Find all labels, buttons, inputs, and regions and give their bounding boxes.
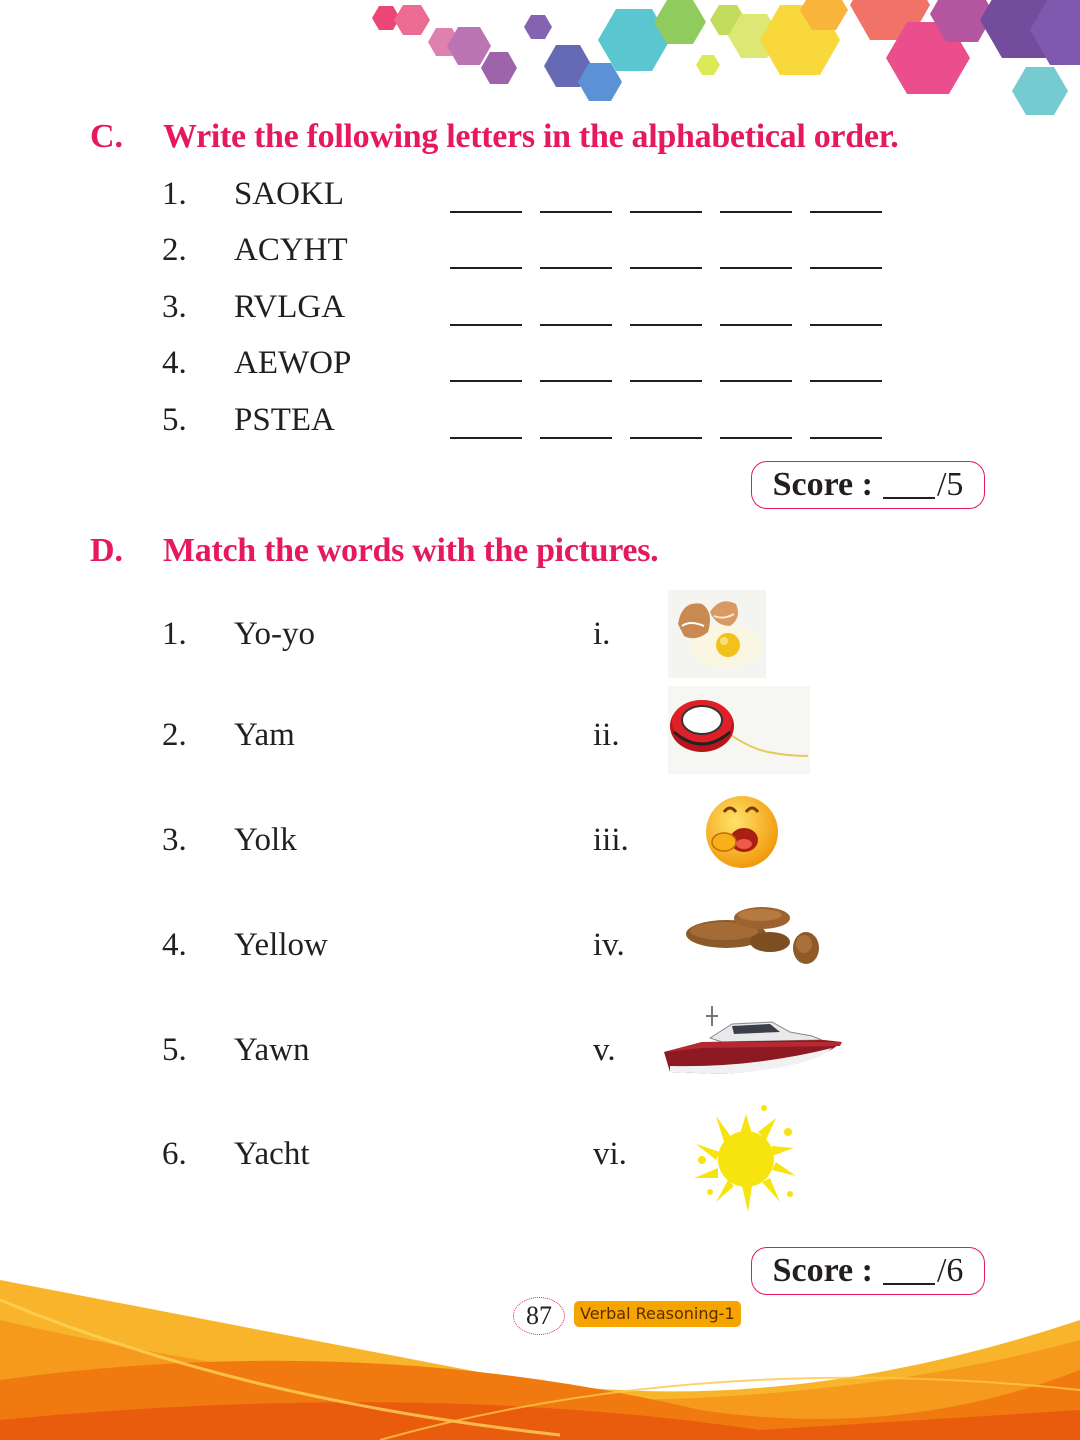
answer-blank[interactable] — [630, 380, 702, 382]
answer-blank[interactable] — [630, 324, 702, 326]
jumbled-letters: PSTEA — [234, 402, 335, 438]
answer-blank[interactable] — [540, 211, 612, 213]
book-title-badge: Verbal Reasoning-1 — [574, 1301, 741, 1327]
item-number: 3. — [162, 822, 187, 858]
answer-blank[interactable] — [450, 211, 522, 213]
section-d-letter: D. — [90, 532, 124, 569]
answer-blank[interactable] — [720, 437, 792, 439]
jumbled-letters: RVLGA — [234, 289, 346, 325]
item-number: 2. — [162, 232, 187, 268]
answer-blank[interactable] — [720, 324, 792, 326]
match-word: Yam — [234, 717, 295, 753]
item-number: 4. — [162, 927, 187, 963]
section-d-title: Match the words with the pictures. — [163, 532, 659, 569]
item-number: 2. — [162, 717, 187, 753]
header-hexagon-decoration — [0, 0, 1080, 130]
match-word: Yo-yo — [234, 616, 316, 652]
answer-blank[interactable] — [450, 267, 522, 269]
item-number: 1. — [162, 176, 187, 212]
answer-blank[interactable] — [720, 267, 792, 269]
answer-blank[interactable] — [720, 211, 792, 213]
answer-blank[interactable] — [810, 211, 882, 213]
score-total: /5 — [936, 466, 964, 503]
yawn-emoji-icon — [702, 792, 782, 870]
answer-blank[interactable] — [630, 211, 702, 213]
yoyo-icon — [668, 686, 810, 774]
score-blank[interactable] — [883, 1257, 935, 1285]
jumbled-letters: SAOKL — [234, 176, 345, 212]
answer-blank[interactable] — [450, 324, 522, 326]
score-label: Score : — [772, 1252, 873, 1289]
score-blank[interactable] — [883, 471, 935, 499]
answer-blank[interactable] — [450, 437, 522, 439]
answer-blank[interactable] — [540, 437, 612, 439]
yacht-icon — [662, 1002, 844, 1080]
item-number: 6. — [162, 1136, 187, 1172]
picture-numeral: v. — [593, 1032, 616, 1068]
picture-numeral: iv. — [593, 927, 625, 963]
score-label: Score : — [772, 466, 873, 503]
section-c-letter: C. — [90, 118, 124, 155]
yam-icon — [686, 902, 824, 966]
jumbled-letters: AEWOP — [234, 345, 352, 381]
answer-blank[interactable] — [810, 437, 882, 439]
egg-yolk-icon — [668, 590, 766, 678]
section-c-title: Write the following letters in the alphabetical order. — [163, 118, 899, 155]
answer-blank[interactable] — [720, 380, 792, 382]
match-word: Yacht — [234, 1136, 310, 1172]
answer-blank[interactable] — [810, 267, 882, 269]
item-number: 5. — [162, 1032, 187, 1068]
answer-blank[interactable] — [810, 380, 882, 382]
jumbled-letters: ACYHT — [234, 232, 348, 268]
answer-blank[interactable] — [630, 267, 702, 269]
match-word: Yawn — [234, 1032, 310, 1068]
score-box-c — [751, 461, 985, 509]
page-number: 87 — [513, 1297, 565, 1335]
item-number: 1. — [162, 616, 187, 652]
picture-numeral: i. — [593, 616, 611, 652]
answer-blank[interactable] — [540, 267, 612, 269]
score-total: /6 — [936, 1252, 964, 1289]
picture-numeral: iii. — [593, 822, 629, 858]
answer-blank[interactable] — [810, 324, 882, 326]
picture-numeral: vi. — [593, 1136, 627, 1172]
score-box-d — [751, 1247, 985, 1295]
item-number: 5. — [162, 402, 187, 438]
answer-blank[interactable] — [540, 324, 612, 326]
answer-blank[interactable] — [630, 437, 702, 439]
answer-blank[interactable] — [540, 380, 612, 382]
item-number: 4. — [162, 345, 187, 381]
yellow-splash-icon — [690, 1104, 802, 1214]
item-number: 3. — [162, 289, 187, 325]
match-word: Yellow — [234, 927, 328, 963]
answer-blank[interactable] — [450, 380, 522, 382]
picture-numeral: ii. — [593, 717, 620, 753]
match-word: Yolk — [234, 822, 297, 858]
